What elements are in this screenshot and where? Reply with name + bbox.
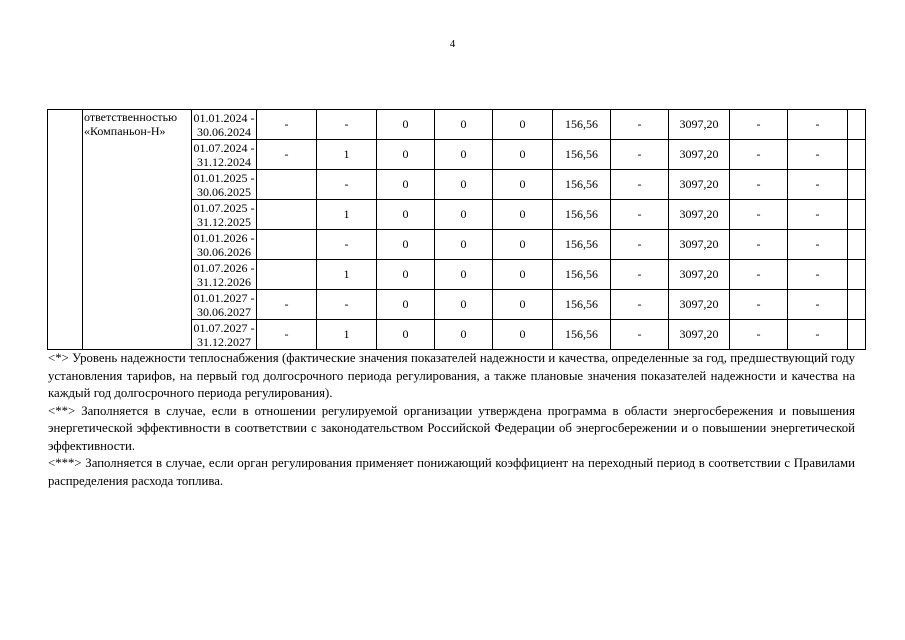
edge-cell <box>848 260 866 290</box>
period-end: 31.12.2026 <box>197 274 251 289</box>
value-cell-c7: - <box>611 110 669 140</box>
value-cell-c5: 0 <box>493 140 553 170</box>
value-cell-c10: - <box>788 110 848 140</box>
period-cell <box>192 170 257 200</box>
period-cell <box>192 140 257 170</box>
value-cell-c10: - <box>788 260 848 290</box>
period-start: 01.07.2026 - <box>193 260 255 275</box>
value-cell-c10: - <box>788 200 848 230</box>
value-cell-c8: 3097,20 <box>669 200 730 230</box>
period-start: 01.01.2027 - <box>193 290 255 305</box>
value-cell-c4: 0 <box>435 140 493 170</box>
period-start: 01.01.2026 - <box>193 230 255 245</box>
value-cell-c5: 0 <box>493 230 553 260</box>
value-cell-c3: 0 <box>377 260 435 290</box>
value-cell-c10: - <box>788 320 848 350</box>
period-end: 30.06.2025 <box>197 184 251 199</box>
value-cell-c9: - <box>730 200 788 230</box>
value-cell-c10: - <box>788 230 848 260</box>
value-cell-c3: 0 <box>377 170 435 200</box>
value-cell-c3: 0 <box>377 230 435 260</box>
period-cell <box>192 110 257 140</box>
value-cell-c4: 0 <box>435 260 493 290</box>
value-cell-c6: 156,56 <box>553 140 611 170</box>
edge-cell <box>848 230 866 260</box>
footnote-reliability: <*> Уровень надежности теплоснабжения (фактические значения показателей надежности и качества, определенные за год, предшествующий году установления тарифов, на первый год долгосрочного периода регулирования, а также плановые значения показателей надежности и качества на каждый год долгосрочного периода регулирования). <box>48 351 855 400</box>
period-start: 01.07.2027 - <box>193 320 255 335</box>
value-cell-c6: 156,56 <box>553 260 611 290</box>
footnotes <box>48 350 855 490</box>
value-cell-c4: 0 <box>435 200 493 230</box>
value-cell-c9: - <box>730 140 788 170</box>
value-cell-c5: 0 <box>493 110 553 140</box>
value-cell-c8: 3097,20 <box>669 140 730 170</box>
value-cell-c6: 156,56 <box>553 290 611 320</box>
value-cell-c8: 3097,20 <box>669 170 730 200</box>
value-cell-c9: - <box>730 170 788 200</box>
value-cell-c4: 0 <box>435 110 493 140</box>
period-end: 31.12.2027 <box>197 334 251 349</box>
period-start: 01.01.2025 - <box>193 170 255 185</box>
value-cell-c2: 1 <box>317 320 377 350</box>
value-cell-c1 <box>257 170 317 200</box>
value-cell-c9: - <box>730 260 788 290</box>
value-cell-c1: - <box>257 320 317 350</box>
value-cell-c2: 1 <box>317 200 377 230</box>
value-cell-c5: 0 <box>493 260 553 290</box>
value-cell-c9: - <box>730 290 788 320</box>
period-start: 01.07.2024 - <box>193 140 255 155</box>
value-cell-c1: - <box>257 290 317 320</box>
value-cell-c9: - <box>730 110 788 140</box>
value-cell-c2: - <box>317 110 377 140</box>
value-cell-c7: - <box>611 320 669 350</box>
value-cell-c3: 0 <box>377 290 435 320</box>
edge-cell <box>848 290 866 320</box>
period-cell <box>192 290 257 320</box>
value-cell-c8: 3097,20 <box>669 260 730 290</box>
value-cell-c2: - <box>317 290 377 320</box>
value-cell-c2: 1 <box>317 260 377 290</box>
value-cell-c4: 0 <box>435 290 493 320</box>
value-cell-c4: 0 <box>435 170 493 200</box>
value-cell-c3: 0 <box>377 140 435 170</box>
value-cell-c8: 3097,20 <box>669 110 730 140</box>
tariff-table <box>47 109 866 350</box>
period-end: 31.12.2024 <box>197 154 251 169</box>
value-cell-c2: - <box>317 230 377 260</box>
value-cell-c6: 156,56 <box>553 230 611 260</box>
value-cell-c5: 0 <box>493 320 553 350</box>
period-cell <box>192 320 257 350</box>
value-cell-c5: 0 <box>493 290 553 320</box>
value-cell-c3: 0 <box>377 200 435 230</box>
value-cell-c1: - <box>257 110 317 140</box>
value-cell-c3: 0 <box>377 110 435 140</box>
edge-cell <box>848 170 866 200</box>
value-cell-c1 <box>257 230 317 260</box>
value-cell-c1 <box>257 260 317 290</box>
value-cell-c9: - <box>730 320 788 350</box>
edge-cell <box>848 110 866 140</box>
period-end: 30.06.2027 <box>197 304 251 319</box>
blank-cell <box>48 110 83 350</box>
value-cell-c8: 3097,20 <box>669 320 730 350</box>
value-cell-c7: - <box>611 230 669 260</box>
period-start: 01.07.2025 - <box>193 200 255 215</box>
value-cell-c9: - <box>730 230 788 260</box>
footnote-reduction-coefficient: <***> Заполняется в случае, если орган регулирования применяет понижающий коэффициент на переходный период в соответствии с Правилами распределения расхода топлива. <box>48 456 855 488</box>
value-cell-c2: 1 <box>317 140 377 170</box>
value-cell-c6: 156,56 <box>553 200 611 230</box>
value-cell-c7: - <box>611 260 669 290</box>
org-name-cell: ответственностью «Компаньон-Н» <box>83 110 192 350</box>
value-cell-c10: - <box>788 290 848 320</box>
value-cell-c6: 156,56 <box>553 110 611 140</box>
value-cell-c4: 0 <box>435 230 493 260</box>
value-cell-c6: 156,56 <box>553 320 611 350</box>
value-cell-c8: 3097,20 <box>669 230 730 260</box>
footnote-energy-saving: <**> Заполняется в случае, если в отношении регулируемой организации утверждена программа в области энергосбережения и повышения энергетической эффективности в соответствии с законодательством Российской Федерации об энергосбережении и о повышении энергетической эффективности. <box>48 403 855 453</box>
page-number: 4 <box>449 38 456 50</box>
value-cell-c7: - <box>611 140 669 170</box>
value-cell-c1 <box>257 200 317 230</box>
value-cell-c4: 0 <box>435 320 493 350</box>
period-end: 31.12.2025 <box>197 214 251 229</box>
value-cell-c7: - <box>611 170 669 200</box>
value-cell-c2: - <box>317 170 377 200</box>
value-cell-c5: 0 <box>493 200 553 230</box>
period-end: 30.06.2026 <box>197 244 251 259</box>
period-cell <box>192 260 257 290</box>
value-cell-c5: 0 <box>493 170 553 200</box>
period-start: 01.01.2024 - <box>193 110 255 125</box>
period-cell <box>192 200 257 230</box>
edge-cell <box>848 320 866 350</box>
value-cell-c7: - <box>611 200 669 230</box>
table-row <box>48 110 866 140</box>
value-cell-c10: - <box>788 170 848 200</box>
value-cell-c3: 0 <box>377 320 435 350</box>
value-cell-c6: 156,56 <box>553 170 611 200</box>
period-cell <box>192 230 257 260</box>
value-cell-c8: 3097,20 <box>669 290 730 320</box>
edge-cell <box>848 200 866 230</box>
value-cell-c1: - <box>257 140 317 170</box>
edge-cell <box>848 140 866 170</box>
value-cell-c7: - <box>611 290 669 320</box>
value-cell-c10: - <box>788 140 848 170</box>
period-end: 30.06.2024 <box>197 124 251 139</box>
